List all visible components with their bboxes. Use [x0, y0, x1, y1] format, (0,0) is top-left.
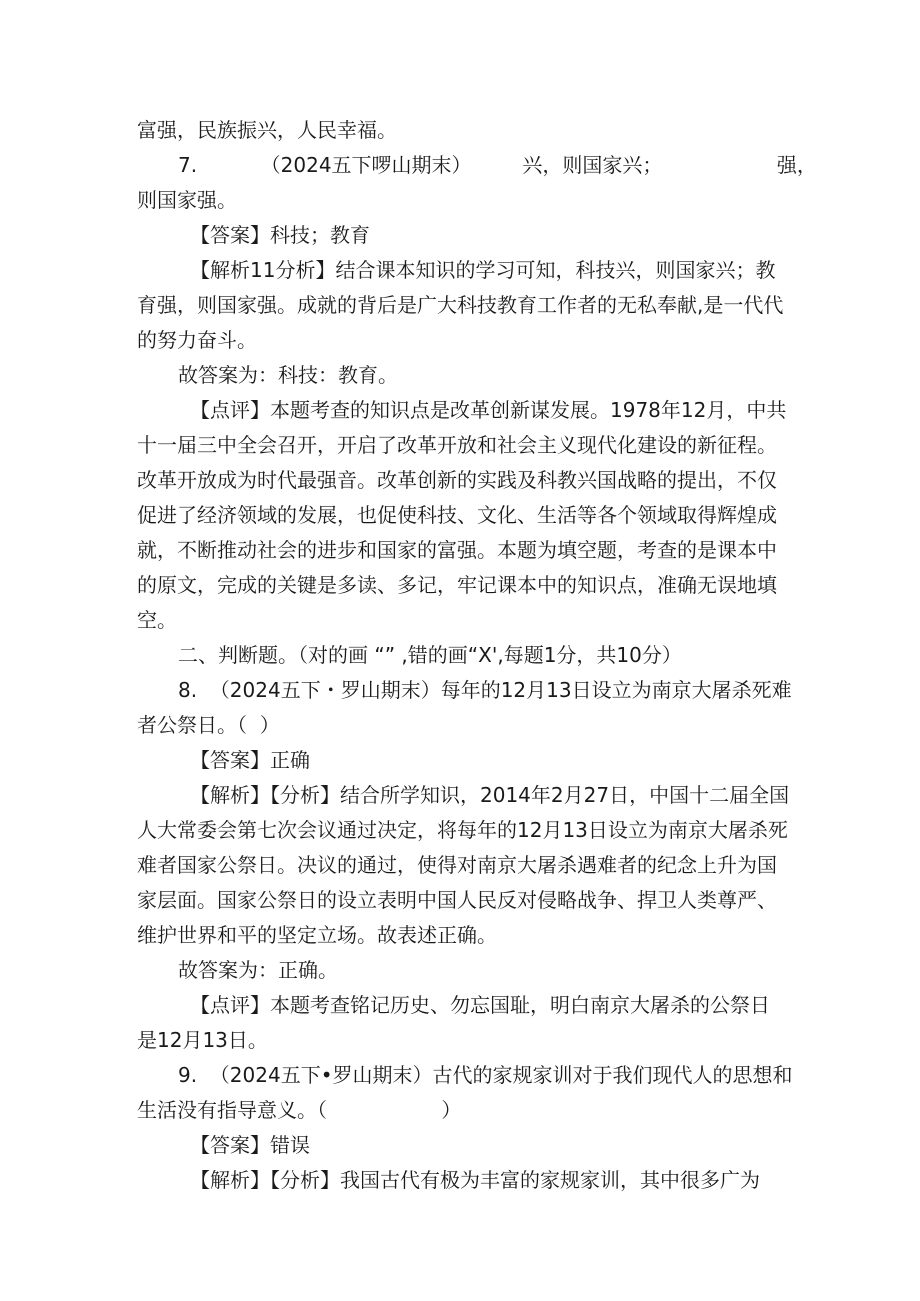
comment-line: 【点评】本题考查铭记历史、勿忘国耻，明白南京大屠杀的公祭日: [190, 993, 770, 1017]
question-7-line: 7. （2024五下啰山期末） 兴，则国家兴； 强，: [178, 153, 817, 177]
text-line: 就，不断推动社会的进步和国家的富强。本题为填空题，考查的是课本中: [137, 538, 777, 562]
text-line: 促进了经济领域的发展，也促使科技、文化、生活等各个领域取得辉煌成: [137, 503, 777, 527]
conclusion-line: 故答案为：正确。: [178, 958, 338, 982]
text-line: 的努力奋斗。: [137, 328, 257, 352]
answer-line: 【答案】错误: [190, 1133, 310, 1157]
text-line: 人大常委会第七次会议通过决定，将每年的12月13日设立为南京大屠杀死: [137, 818, 788, 842]
question-9-line: 9. （2024五下•罗山期末）古代的家规家训对于我们现代人的思想和: [178, 1063, 793, 1087]
text-line: 生活没有指导意义。（ ）: [137, 1098, 462, 1122]
analysis-line: 【解析】【分析】结合所学知识，2014年2月27日，中国十二届全国: [190, 783, 790, 807]
text-line: 家层面。国家公祭日的设立表明中国人民反对侵略战争、捍卫人类尊严、: [137, 888, 777, 912]
text-line: 则国家强。: [137, 188, 237, 212]
analysis-line: 【解析】【分析】我国古代有极为丰富的家规家训，其中很多广为: [190, 1168, 760, 1192]
conclusion-line: 故答案为：科技：教育。: [178, 363, 398, 387]
section-heading: 二、判断题。（对的画 “” ,错的画“X',每题1分，共10分）: [178, 643, 682, 667]
text-line: 富强，民族振兴，人民幸福。: [137, 118, 397, 142]
text-line: 空。: [137, 608, 177, 632]
analysis-line: 【解析11分析】结合课本知识的学习可知，科技兴，则国家兴；教: [190, 258, 776, 282]
text-line: 者公祭日。（ ）: [137, 713, 280, 737]
comment-line: 【点评】本题考查的知识点是改革创新谋发展。1978年12月，中共: [190, 398, 787, 422]
question-8-line: 8. （2024五下・罗山期末）每年的12月13日设立为南京大屠杀死难: [178, 678, 792, 702]
text-line: 的原文，完成的关键是多读、多记，牢记课本中的知识点，准确无误地填: [137, 573, 777, 597]
answer-line: 【答案】正确: [190, 748, 310, 772]
answer-line: 【答案】科技；教育: [190, 223, 370, 247]
text-line: 难者国家公祭日。决议的通过，使得对南京大屠杀遇难者的纪念上升为国: [137, 853, 777, 877]
text-line: 是12月13日。: [137, 1028, 268, 1052]
text-line: 维护世界和平的坚定立场。故表述正确。: [137, 923, 497, 947]
text-line: 育强，则国家强。成就的背后是广大科技教育工作者的无私奉献,是一代代: [137, 293, 784, 317]
text-line: 十一届三中全会召开，开启了改革开放和社会主义现代化建设的新征程。: [137, 433, 777, 457]
text-line: 改革开放成为时代最强音。改革创新的实践及科教兴国战略的提出，不仅: [137, 468, 777, 492]
